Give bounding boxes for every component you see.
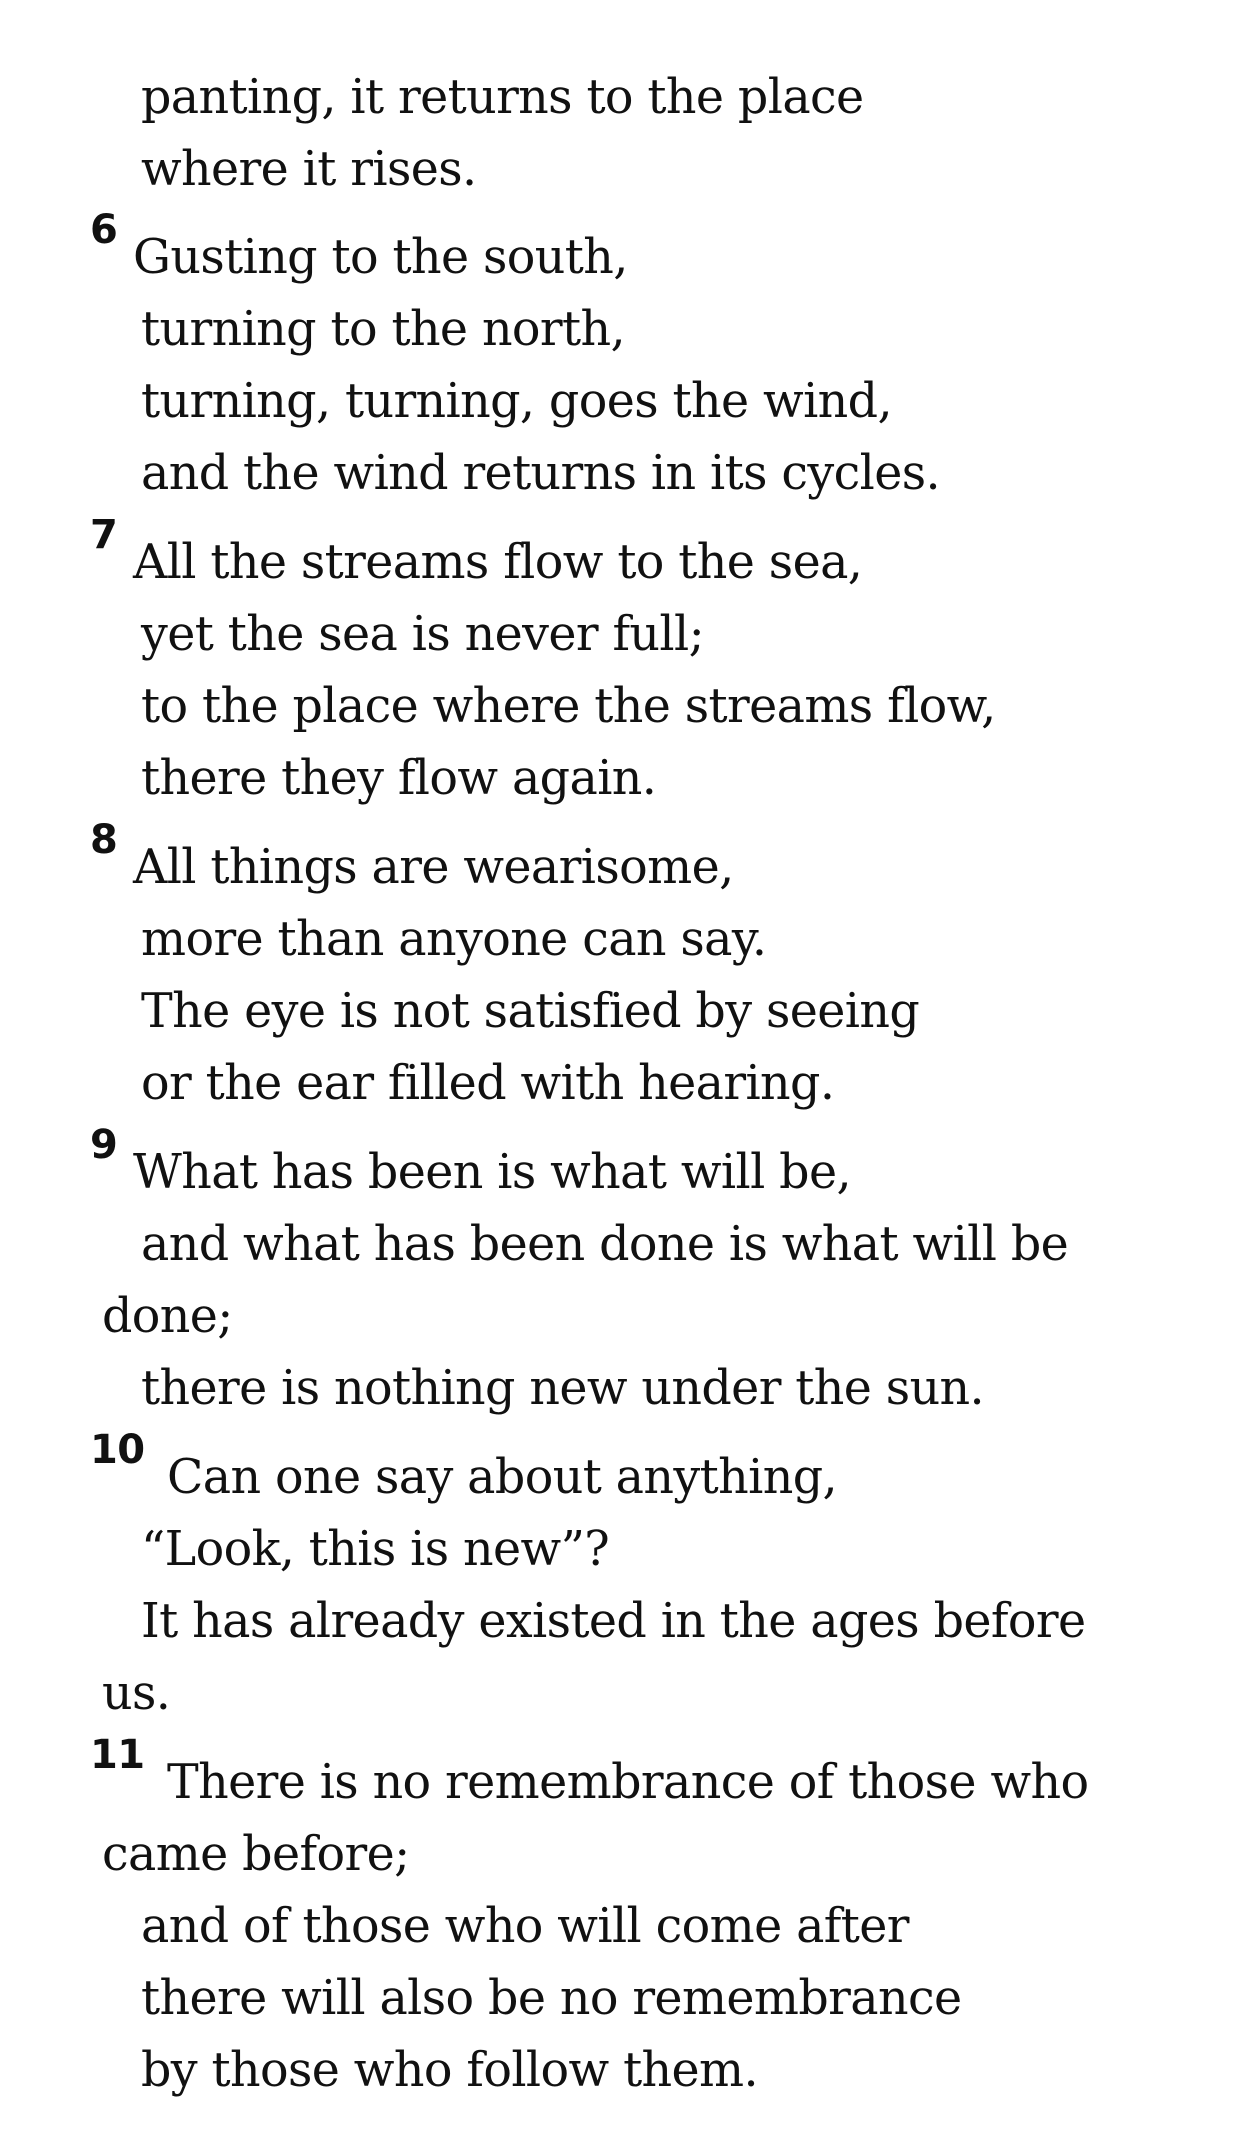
line-text: “Look, this is new”? — [141, 1522, 610, 1577]
verse-number: 7 — [90, 512, 118, 558]
verse-number: 10 — [90, 1427, 145, 1473]
line-text: and of those who will come after — [141, 1899, 909, 1954]
line-text: where it rises. — [141, 142, 477, 197]
verse-number: 9 — [90, 1122, 118, 1168]
line-text: done; — [102, 1289, 233, 1344]
line-text: more than anyone can say. — [141, 912, 767, 967]
line-text: turning to the north, — [141, 302, 626, 357]
verse-number: 8 — [90, 817, 118, 863]
line-text: yet the sea is never full; — [141, 607, 705, 662]
verse-number: 6 — [90, 207, 118, 253]
line-text: The eye is not satisfied by seeing — [141, 984, 920, 1039]
line-text: to the place where the streams flow, — [141, 679, 996, 734]
line-text: there will also be no remembrance — [141, 1971, 962, 2026]
verse-number: 11 — [90, 1732, 145, 1778]
line-text: or the ear filled with hearing. — [141, 1056, 835, 1111]
line-text: What has been is what will be, — [133, 1145, 851, 1200]
line-text: by those who follow them. — [141, 2043, 758, 2098]
line-text: Gusting to the south, — [133, 230, 628, 285]
line-text: panting, it returns to the place — [141, 70, 864, 125]
line-text: and what has been done is what will be — [141, 1217, 1069, 1272]
line-text: It has already existed in the ages before — [141, 1594, 1086, 1649]
line-text: All the streams flow to the sea, — [133, 535, 863, 590]
line-text: came before; — [102, 1827, 410, 1882]
line-text: Can one say about anything, — [167, 1450, 837, 1505]
line-text: All things are wearisome, — [133, 840, 734, 895]
line-text: us. — [102, 1666, 171, 1721]
line-text: there is nothing new under the sun. — [141, 1361, 985, 1416]
line-text: turning, turning, goes the wind, — [141, 374, 892, 429]
line-text: there they flow again. — [141, 751, 657, 806]
line-text: There is no remembrance of those who — [167, 1755, 1089, 1810]
line-text: and the wind returns in its cycles. — [141, 446, 940, 501]
